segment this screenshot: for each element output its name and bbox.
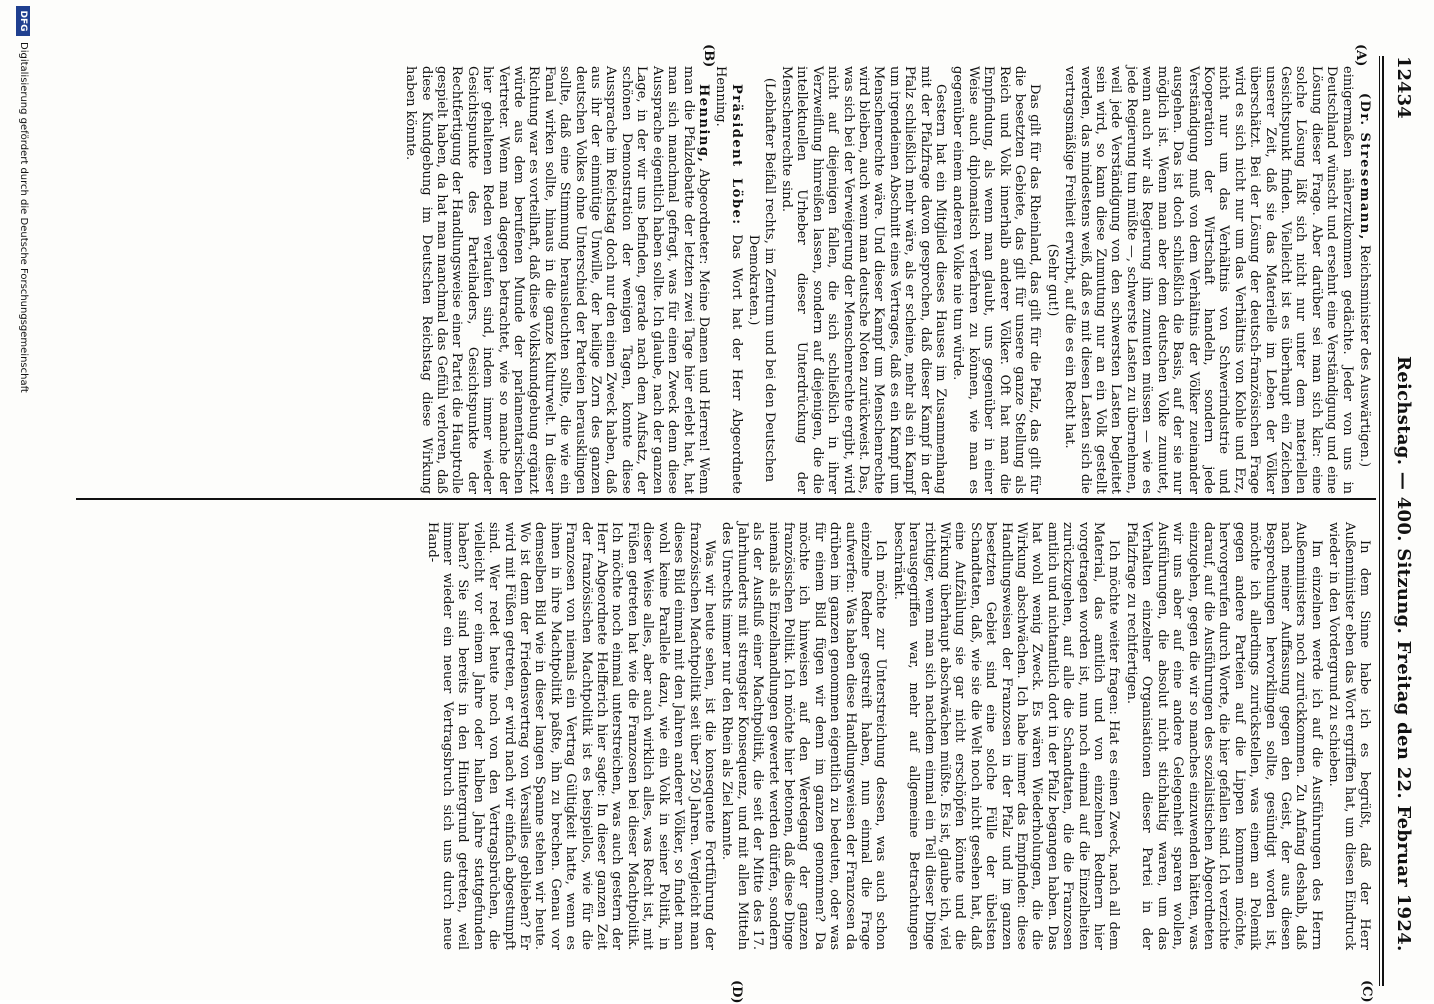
- header-rule-thin: [1379, 56, 1380, 986]
- column-divider: [76, 498, 1376, 500]
- dfg-logo: DFG: [16, 6, 30, 36]
- speaker-role: Reichsminister des Auswärtigen.): [1357, 244, 1372, 468]
- president-name: Präsident Löbe:: [728, 84, 744, 226]
- paragraph: einigermaßen näherzukommen gedächte. Jeder von uns in Deutschland wünscht und ersehnt eine Verständigung und eine Lösung dieser Frage. Aber darüber sei man sich klar: eine solche Lösung läßt sich nicht nur unter dem materiellen Gesichtspunkt finden. Vielleicht ist es überhaupt ein Zeichen unserer Zeit, daß sie das Materielle im Leben der Völker überschätzt. Bei der Lösung der deutsch-französischen Frage wird es sich nicht nur um das Verhältnis von Kohle und Erz, nicht nur um das Verhältnis von Schwerindustrie und Kooperation der Wirtschaft handeln, sondern jede Verständigung muß von dem Verhältnis der Völker zueinander ausgehen. Das ist doch schließlich die Basis, auf der sie nur möglich ist. Wenn man aber dem deutschen Volke zumutet, wenn auch wir als Regierung ihm zumuten müssen — wie es jede Regierung tun müßte —, schwerste Lasten zu übernehmen, weil jede Verständigung von den schwersten Lasten begleitet sein wird, so kann diese Zumutung nur an ein Volk gestellt werden, das mindestens weiß, daß es mit diesen Lasten sich die vertragsmäßige Freiheit erwirbt, auf die es ein Recht hat.: [1062, 66, 1355, 494]
- speech-start: [403, 66, 711, 494]
- page-title: Reichstag. — 400. Sitzung. Freitag den 22. Februar 1924.: [1393, 356, 1414, 952]
- paragraph: In dem Sinne habe ich es begrüßt, daß der Herr Außenminister eben das Wort ergriffen hat, um diesen Eindruck wieder in den Vordergrund zu schieben.: [1326, 522, 1372, 950]
- speaker-name: (Dr. Stresemann,: [1357, 92, 1372, 241]
- interjection: (Sehr gut!): [1044, 243, 1060, 317]
- margin-mark-a: (A): [1353, 44, 1368, 67]
- margin-mark-b: (B): [701, 44, 716, 68]
- page-number: 12434: [1393, 56, 1414, 119]
- interjection: (Lebhafter Beifall rechts, im Zentrum und bei den Deutschen Demokraten.): [746, 77, 777, 483]
- margin-mark-d: (D): [729, 980, 744, 1004]
- paragraph: Das gilt für das Rheinland, das gilt für die Pfalz, das gilt für die besetzten Gebiete, das gilt für unsere ganze Stellung als Reich und Volk innerhalb anderer Völker. Oft hat man die Empfindung, als wenn man glaubt, uns gegenüber in einer Weise auch diplomatisch verfahren zu können, wie man es gegenüber einem anderen Volke nie tun würde.: [950, 66, 1043, 494]
- paragraph: Was wir heute sehen, ist die konsequente Fortführung der französischen Machtpolitik seit über 250 Jahren. Vergleicht man dieses Bild einmal mit den Jahren anderer Völker, so findet man wohl keine Parallele dazu, wie ein Volk in seiner Politik, in dieser Weise alles, aber auch wirklich alles, was Recht ist, mit Füßen getreten hat wie die Franzosen bei dieser Machtpolitik. Ich möchte noch einmal unterstreichen, was auch gestern der Herr Abgeordnete Helfferich hier sagte: In dieser ganzen Zeit der französischen Machtpolitik ist es beispiellos, wie für die Franzosen von niemals ein Vertrag Gültigkeit hatte, wenn es ihnen in ihre Machtpolitik paßte, ihn zu brechen. Genau vor demselben Bild wie in dieser langen Spanne stehen wir heute. Wo ist denn der Friedensvertrag von Versailles geblieben? Er wird mit Füßen getreten, er wird nach wir einfach abgestumpft sind. Wer redet heute noch von den Vertragsbrüchen, die vielleicht vor einem Jahre oder halben Jahre stattgefunden haben? Sie sind bereits in den Hintergrund getreten, weil immer wieder ein neuer Vertragsbruch sich uns durch neue Hand-: [424, 522, 717, 950]
- paragraph: Im einzelnen werde ich auf die Ausführungen des Herrn Außenministers noch zurückkommen. Zu Anfang deshalb, daß nach meiner Auffassung gegen den Geist, der aus diesen Besprechungen hervorklingen sollte, gesündigt worden ist, möchte ich allerdings zurückstellen, was einem an Polemik gegen andere Parteien auf die Lippen kommen möchte, hervorgerufen durch Worte, die hier gefallen sind. Ich verzichte darauf, auf die Ausführungen des sozialistischen Abgeordneten einzugehen, gegen die wir so manches einzuwenden hätten, was wir uns aber auf eine andere Gelegenheit sparen wollen, Ausführungen, die absolut nicht stichhaltig waren, um das Verhalten einzelner Organisationen dieser Partei in der Pfalzfrage zu rechtfertigen.: [1123, 522, 1324, 950]
- henning-name: Henning,: [695, 84, 711, 164]
- digitization-footer: [0, 0, 38, 1000]
- header-rule: [1382, 56, 1384, 986]
- president-text: Das Wort hat der Herr Abgeordnete Henning.: [713, 66, 744, 495]
- paragraph: Ich möchte weiter fragen: Hat es einen Zweck, nach all dem Material, das amtlich und von einzelnen Rednern hier vorgetragen worden ist, nun noch einmal auf die Einzelheiten zurückzugehen, auf alle die Schandtaten, die die Franzosen amtlich und nichtamtlich dort in der Pfalz begangen haben. Das hat wohl wenig Zweck. Es wären Wiederholungen, die die Wirkung abschwächen. Ich habe immer das Empfinden: diese Handlungsweisen der Franzosen in der Pfalz und im ganzen besetzten Gebiet sind eine solche Fülle der übelsten Schandtaten, daß, wie sie die Welt noch nicht gesehen hat, daß eine Aufzählung sie gar nicht erschöpfen könnte und die Wirkung überhaupt abschwächen müßte. Es ist, glaube ich, viel richtiger, wenn man sich nachdem einmal ein Teil dieser Dinge herausgegriffen war, mehr auf allgemeine Betrachtungen beschränkt.: [890, 522, 1122, 950]
- digitization-note: Digitalisierung gefördert durch die Deutsche Forschungsgemeinschaft: [18, 42, 29, 393]
- henning-speech: Abgeordneter: Meine Damen und Herren! Wenn man die Pfalzdebatte der letzten zwei Tage hier erlebt hat, hat man sich manchmal gefragt, was für einen Zweck denn diese Aussprache eigentlich haben sollte. Ich glaube, nach der ganzen Lage, in der wir uns befinden, gerade nach dem Aufsatz, der schönen Demonstration der wenigen Tagen, konnte diese Aussprache im Reichstag doch nur den einen Zweck haben, daß aus ihr der einmütige Unwille, der heilige Zorn des ganzen deutschen Volkes ohne Unterschied der Parteien herausklingen sollte, daß eine Stimmung herausleuchten sollte, die wie ein Fanal wirken sollte, hinaus in die ganze Kulturwelt. In dieser Richtung war es vorteilhaft, daß diese Volkskundgebung ergänzt würde aus dem berufenen Munde der parlamentarischen Vertreter. Wenn man dagegen betrachtet, wie so manche der hier gehaltenen Reden verlaufen sind, indem immer wieder Gesichtspunkte des Parteihaders, Gesichtspunkte der Rechtfertigung der Handlungsweise einer Partei die Hauptrolle gespielt haben, da hat man manchmal das Gefühl verloren, daß diese Kundgebung im Deutschen Reichstag diese Wirkung haben könnte.: [403, 66, 711, 494]
- paragraph: Gestern hat ein Mitglied dieses Hauses im Zusammenhang mit der Pfalzfrage davon gesprochen, daß dieser Kampf in der Pfalz schließlich mehr wäre, als er scheine, mehr als ein Kampf um irgendeinen Abschnitt eines Vertrages, daß es ein Kampf um Menschenrechte wäre. Und dieser Kampf um Menschenrechte wird bleiben, auch wenn man deutsche Noten zurückweist. Das, was sich bei der Verweigerung der Menschenrechte ergibt, wird nicht auf diejenigen fallen, die sich schließlich in ihrer Verzweiflung hinreißen lassen, sondern auf diejenigen, die die intellektuellen Urheber dieser Unterdrückung der Menschenrechte sind.: [778, 66, 949, 494]
- president-remark: [713, 66, 744, 494]
- right-column: [422, 522, 1372, 950]
- margin-mark-c: (C): [1359, 980, 1374, 1003]
- speaker-continuation: [1357, 66, 1372, 494]
- left-column: [401, 66, 1372, 494]
- paragraph: Ich möchte zur Unterstreichung dessen, was auch schon einzelne Redner gestreift haben, nun einmal die Frage aufwerfen: Was haben diese Handlungsweisen der Franzosen da drüben im ganzen genommen eigentlich zu bedeuten, oder was für einem Bild fügen wir denn im ganzen genommen? Da möchte ich hinweisen auf den Werdegang der ganzen französischen Politik. Ich möchte hier betonen, daß diese Dinge niemals als Einzelhandlungen gewertet werden dürfen, sondern als der Ausfluß einer Machtpolitik, die seit der Mitte des 17. Jahrhunderts mit strengster Konsequenz, und mit allen Mitteln des Unrechts immer nur den Rhein als Ziel kannte.: [719, 522, 889, 950]
- running-head: [1388, 56, 1414, 986]
